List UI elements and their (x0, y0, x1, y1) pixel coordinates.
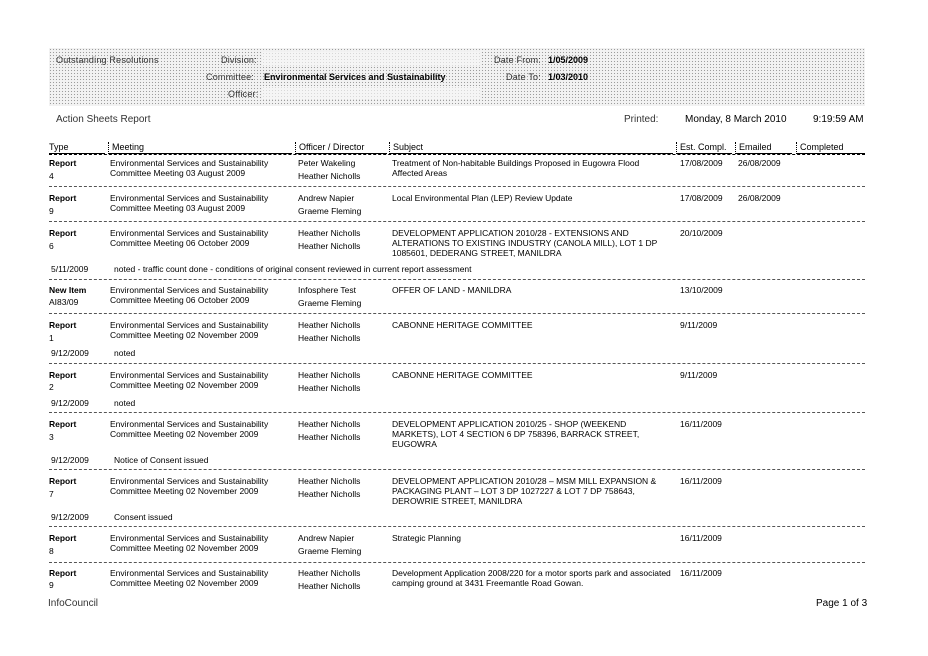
row-officer: Peter Wakeling Heather Nicholls (298, 158, 361, 181)
row-id: 8 (49, 546, 54, 556)
row-type: Report (49, 419, 77, 429)
division-label: Division: (221, 55, 257, 65)
header-divider (49, 154, 865, 155)
row-id: AI83/09 (49, 297, 79, 307)
row-subject: Local Environmental Plan (LEP) Review Update (392, 193, 573, 203)
row-type: Report (49, 476, 77, 486)
row-meeting: Environmental Services and Sustainability Committee Meeting 02 November 2009 (110, 320, 269, 340)
row-meeting: Environmental Services and Sustainability Committee Meeting 06 October 2009 (110, 228, 269, 248)
row-meeting: Environmental Services and Sustainability Committee Meeting 02 November 2009 (110, 370, 269, 390)
row-est-compl: 9/11/2009 (680, 370, 718, 380)
report-header-title: Outstanding Resolutions (56, 55, 159, 65)
row-est-compl: 13/10/2009 (680, 285, 723, 295)
row-subject: DEVELOPMENT APPLICATION 2010/25 - SHOP (WEEKEND MARKETS), LOT 4 SECTION 6 DP 758396, BARRACK STREET, EUGOWRA (392, 419, 640, 449)
row-est-compl: 9/11/2009 (680, 320, 718, 330)
row-id: 4 (49, 171, 54, 181)
date-from-label: Date From: (494, 55, 542, 65)
row-officer: Heather Nicholls Heather Nicholls (298, 228, 361, 251)
note-date: 9/12/2009 (51, 398, 89, 408)
officer-field (262, 86, 480, 100)
row-separator (49, 412, 865, 413)
row-officer: Heather Nicholls Heather Nicholls (298, 568, 361, 591)
row-type: Report (49, 533, 77, 543)
row-officer: Infosphere Test Graeme Fleming (298, 285, 362, 308)
officer-label: Officer: (228, 89, 259, 99)
row-type: New Item (49, 285, 87, 295)
row-subject: CABONNE HERITAGE COMMITTEE (392, 320, 533, 330)
row-est-compl: 16/11/2009 (680, 568, 722, 578)
note-date: 9/12/2009 (51, 455, 89, 465)
date-from-value: 1/05/2009 (548, 55, 589, 65)
note-date: 5/11/2009 (51, 264, 89, 274)
note-text: Consent issued (114, 512, 173, 522)
row-officer: Andrew Napier Graeme Fleming (298, 193, 362, 216)
note-text: noted - traffic count done - conditions of original consent reviewed in current report assessment (114, 264, 472, 274)
printed-time: 9:19:59 AM (813, 114, 864, 125)
note-date: 9/12/2009 (51, 348, 89, 358)
report-title: Action Sheets Report (56, 114, 151, 125)
col-header-type: Type (49, 142, 105, 154)
row-meeting: Environmental Services and Sustainability Committee Meeting 03 August 2009 (110, 193, 269, 213)
note-text: Notice of Consent issued (114, 455, 209, 465)
row-emailed: 26/08/2009 (738, 158, 781, 168)
printed-date: Monday, 8 March 2010 (685, 114, 787, 125)
note-text: noted (114, 348, 136, 358)
row-est-compl: 16/11/2009 (680, 419, 722, 429)
row-officer: Heather Nicholls Heather Nicholls (298, 476, 361, 499)
row-id: 7 (49, 489, 54, 499)
row-est-compl: 16/11/2009 (680, 476, 722, 486)
date-to-label: Date To: (506, 72, 541, 82)
note-date: 9/12/2009 (51, 512, 89, 522)
row-emailed: 26/08/2009 (738, 193, 781, 203)
row-officer: Heather Nicholls Heather Nicholls (298, 419, 361, 442)
row-officer: Andrew Napier Graeme Fleming (298, 533, 362, 556)
row-meeting: Environmental Services and Sustainability Committee Meeting 03 August 2009 (110, 158, 269, 178)
row-id: 9 (49, 580, 54, 590)
row-separator (49, 562, 865, 563)
row-meeting: Environmental Services and Sustainability Committee Meeting 02 November 2009 (110, 568, 269, 588)
row-type: Report (49, 320, 77, 330)
row-type: Report (49, 228, 77, 238)
row-id: 2 (49, 382, 54, 392)
row-id: 3 (49, 432, 54, 442)
row-subject: CABONNE HERITAGE COMMITTEE (392, 370, 533, 380)
date-to-value: 1/03/2010 (548, 72, 589, 82)
printed-label: Printed: (624, 114, 659, 125)
col-header-completed: Completed (796, 142, 865, 154)
row-separator (49, 363, 865, 364)
col-header-meeting: Meeting (108, 142, 292, 154)
committee-label: Committee: (206, 72, 255, 82)
note-text: noted (114, 398, 136, 408)
row-subject: OFFER OF LAND - MANILDRA (392, 285, 512, 295)
row-est-compl: 16/11/2009 (680, 533, 722, 543)
row-meeting: Environmental Services and Sustainability Committee Meeting 06 October 2009 (110, 285, 269, 305)
row-id: 9 (49, 206, 54, 216)
row-type: Report (49, 568, 77, 578)
row-subject: Treatment of Non-habitable Buildings Proposed in Eugowra Flood Affected Areas (392, 158, 640, 178)
row-separator (49, 186, 865, 187)
row-est-compl: 17/08/2009 (680, 193, 723, 203)
footer-app-name: InfoCouncil (48, 598, 99, 609)
col-header-subject: Subject (389, 142, 673, 154)
row-subject: Strategic Planning (392, 533, 461, 543)
row-est-compl: 17/08/2009 (680, 158, 723, 168)
row-officer: Heather Nicholls Heather Nicholls (298, 320, 361, 343)
row-meeting: Environmental Services and Sustainability Committee Meeting 02 November 2009 (110, 476, 269, 496)
row-meeting: Environmental Services and Sustainability Committee Meeting 02 November 2009 (110, 419, 269, 439)
row-separator (49, 469, 865, 470)
col-header-est-compl: Est. Compl. (676, 142, 732, 154)
row-separator (49, 313, 865, 314)
footer-page-number: Page 1 of 3 (816, 598, 868, 609)
row-subject: DEVELOPMENT APPLICATION 2010/28 - EXTENSIONS AND ALTERATIONS TO EXISTING INDUSTRY (CANOLA MILL), LOT 1 DP 1085601, DEDERANG STREET, MANILDRA (392, 228, 658, 258)
col-header-emailed: Emailed (735, 142, 792, 154)
col-header-officer: Officer / Director (295, 142, 387, 154)
row-subject: Development Application 2008/220 for a motor sports park and associated camping ground at 3431 Freemantle Road Gowan. (392, 568, 671, 588)
row-type: Report (49, 193, 77, 203)
row-officer: Heather Nicholls Heather Nicholls (298, 370, 361, 393)
division-field (262, 52, 480, 66)
row-subject: DEVELOPMENT APPLICATION 2010/28 – MSM MILL EXPANSION & PACKAGING PLANT – LOT 3 DP 1027227 & LOT 7 DP 758643, DEROWRIE STREET, MANILDRA (392, 476, 657, 506)
row-est-compl: 20/10/2009 (680, 228, 723, 238)
row-id: 6 (49, 241, 54, 251)
row-id: 1 (49, 333, 54, 343)
row-type: Report (49, 370, 77, 380)
row-separator (49, 279, 865, 280)
committee-value: Environmental Services and Sustainability (264, 72, 446, 82)
row-type: Report (49, 158, 77, 168)
row-meeting: Environmental Services and Sustainability Committee Meeting 02 November 2009 (110, 533, 269, 553)
row-separator (49, 221, 865, 222)
row-separator (49, 526, 865, 527)
